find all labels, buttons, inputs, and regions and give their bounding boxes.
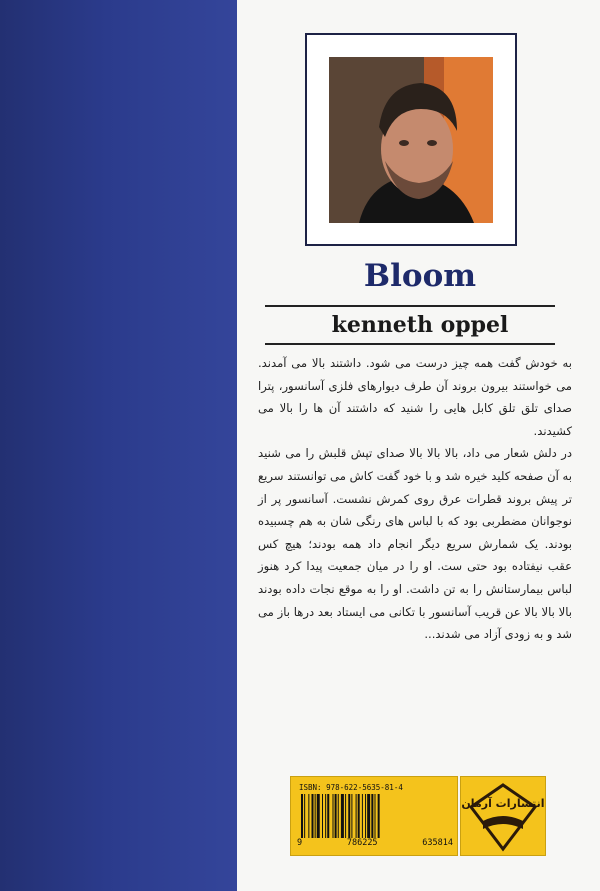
blurb-paragraph-2: در دلش شعار می داد، بالا بالا بالا صدای تپش قلبش را می شنید به آن صفحه کلید خیره شد و با خود گفت کاش می توانستند سریع تر پیش بروند قطرات عرق روی کمرش نشست. آسانسور پر از نوجوانان مضطربی بود که با لباس های رنگی شان به هم چسبیده بودند. یک شمارش سریع دیگر انجام داد همه بودند؛ هیچ کس عقب نیفتاده بود حتی ست. او را در میان جمعیت پیدا کرد هنوز لباس بیمارستانش را به تن داشت. او را به موقع نجات داده بودند بالا بالا بالا عن قریب آسانسور با تکانی می ایستاد بعد درها باز می شد و به زودی آزاد می شدند...: [258, 446, 572, 642]
isbn-label: ISBN: 978-622-5635-81-4: [299, 783, 403, 792]
publisher-logo: [460, 776, 546, 856]
publisher-logo-icon: [461, 777, 545, 855]
back-cover-blurb: [258, 352, 572, 646]
ean-digits-left: 786225: [346, 838, 378, 848]
book-title: Bloom: [363, 258, 477, 294]
ean-digits: [297, 838, 453, 848]
ean-digits-right: 635814: [422, 838, 453, 848]
ean-digit-lead: 9: [297, 838, 303, 848]
author-portrait-icon: [329, 57, 493, 223]
author-photo: [329, 57, 493, 223]
barcode-block: [290, 776, 570, 856]
barcode-bars: [301, 794, 449, 838]
author-name: kenneth oppel: [331, 312, 509, 338]
publisher-logo-text: انتشارات آرمان: [461, 797, 545, 810]
author-divider: [265, 343, 555, 345]
author-photo-frame: [305, 33, 517, 246]
isbn-barcode: [290, 776, 458, 856]
blurb-paragraph-1: به خودش گفت همه چیز درست می شود. داشتند بالا می آمدند. می خواستند بیرون بروند آن طرف دیوارهای فلزی آسانسور، پترا صدای تلق تلق کابل هایی را شنید که داشتند آن ها را بالا می کشیدند.: [258, 356, 572, 438]
title-divider: [265, 305, 555, 307]
book-spine: [0, 0, 237, 891]
